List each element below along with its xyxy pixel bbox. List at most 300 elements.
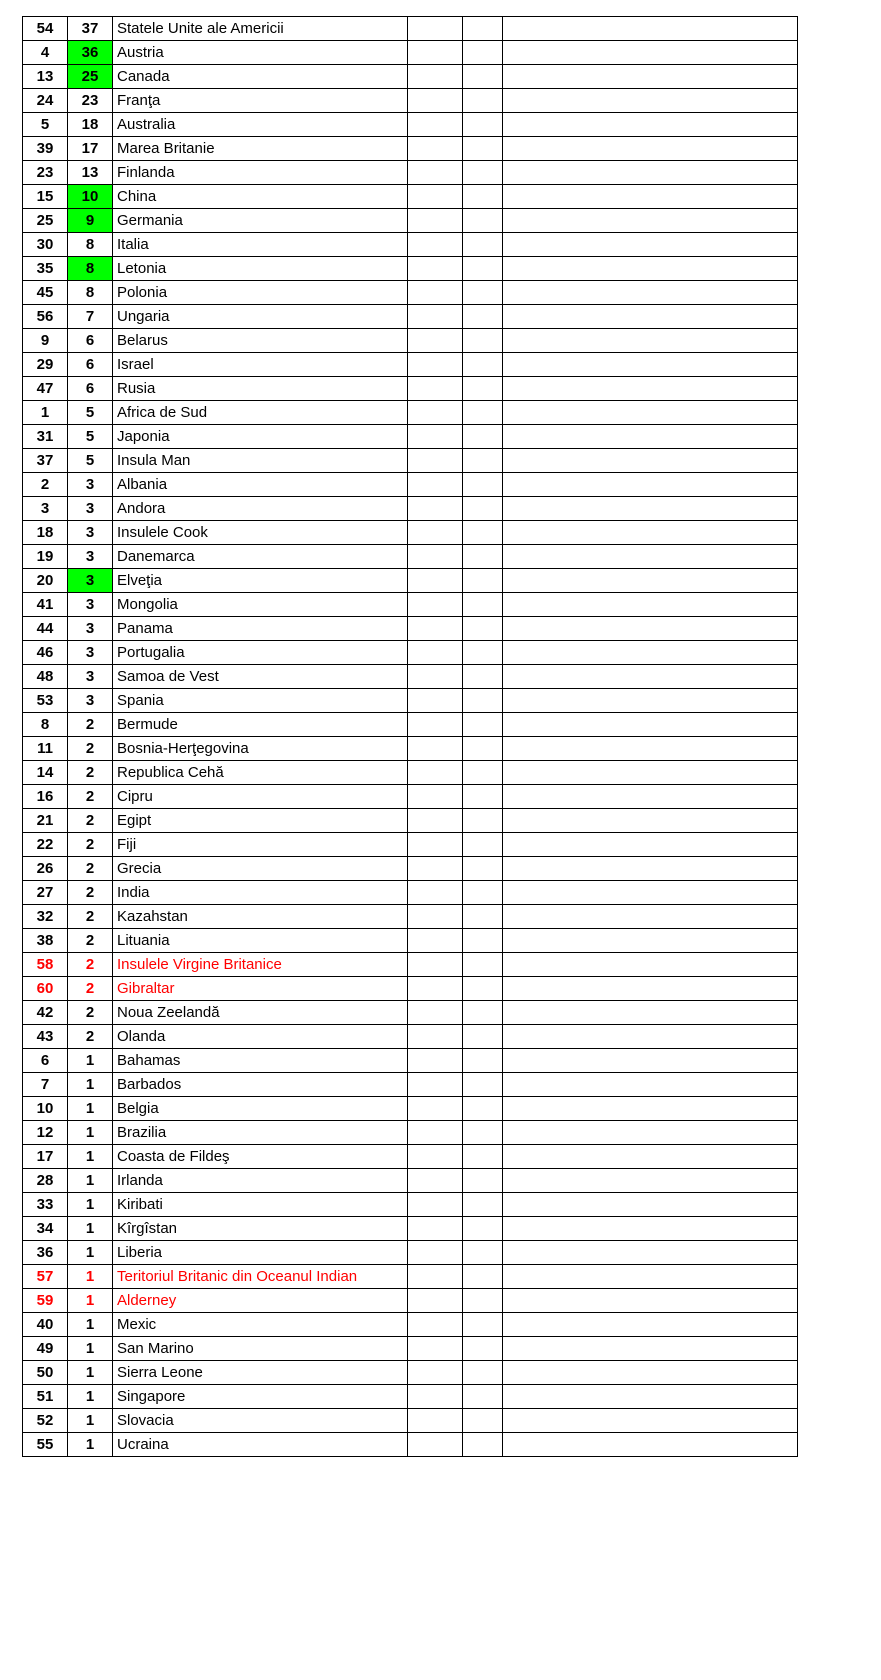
cell-count[interactable]: 6 bbox=[68, 329, 113, 353]
cell-rank[interactable]: 58 bbox=[23, 953, 68, 977]
cell-col4[interactable] bbox=[408, 737, 463, 761]
cell-col5[interactable] bbox=[463, 593, 503, 617]
table-row[interactable] bbox=[23, 1025, 798, 1049]
cell-col4[interactable] bbox=[408, 1409, 463, 1433]
cell-col4[interactable] bbox=[408, 1385, 463, 1409]
cell-col5[interactable] bbox=[463, 305, 503, 329]
table-row[interactable] bbox=[23, 977, 798, 1001]
cell-country-name[interactable]: Kîrgîstan bbox=[113, 1217, 408, 1241]
cell-count[interactable]: 8 bbox=[68, 281, 113, 305]
cell-col4[interactable] bbox=[408, 593, 463, 617]
cell-country-name[interactable]: Israel bbox=[113, 353, 408, 377]
cell-col4[interactable] bbox=[408, 41, 463, 65]
table-row[interactable] bbox=[23, 521, 798, 545]
cell-rank[interactable]: 24 bbox=[23, 89, 68, 113]
cell-rank[interactable]: 17 bbox=[23, 1145, 68, 1169]
cell-col4[interactable] bbox=[408, 977, 463, 1001]
cell-col4[interactable] bbox=[408, 1025, 463, 1049]
cell-col5[interactable] bbox=[463, 89, 503, 113]
cell-col6[interactable] bbox=[503, 593, 798, 617]
cell-country-name[interactable]: Ucraina bbox=[113, 1433, 408, 1457]
table-row[interactable] bbox=[23, 929, 798, 953]
cell-col6[interactable] bbox=[503, 401, 798, 425]
cell-col5[interactable] bbox=[463, 185, 503, 209]
cell-country-name[interactable]: Cipru bbox=[113, 785, 408, 809]
cell-country-name[interactable]: Portugalia bbox=[113, 641, 408, 665]
cell-col5[interactable] bbox=[463, 737, 503, 761]
table-row[interactable] bbox=[23, 353, 798, 377]
cell-country-name[interactable]: Mongolia bbox=[113, 593, 408, 617]
cell-rank[interactable]: 44 bbox=[23, 617, 68, 641]
cell-col6[interactable] bbox=[503, 1001, 798, 1025]
cell-col4[interactable] bbox=[408, 569, 463, 593]
cell-rank[interactable]: 8 bbox=[23, 713, 68, 737]
cell-col6[interactable] bbox=[503, 521, 798, 545]
cell-country-name[interactable]: Belgia bbox=[113, 1097, 408, 1121]
cell-col4[interactable] bbox=[408, 449, 463, 473]
cell-col4[interactable] bbox=[408, 65, 463, 89]
cell-rank[interactable]: 33 bbox=[23, 1193, 68, 1217]
cell-rank[interactable]: 10 bbox=[23, 1097, 68, 1121]
cell-col5[interactable] bbox=[463, 1097, 503, 1121]
table-row[interactable] bbox=[23, 1193, 798, 1217]
cell-country-name[interactable]: Bosnia-Herţegovina bbox=[113, 737, 408, 761]
cell-col6[interactable] bbox=[503, 737, 798, 761]
cell-rank[interactable]: 9 bbox=[23, 329, 68, 353]
cell-col4[interactable] bbox=[408, 113, 463, 137]
cell-rank[interactable]: 12 bbox=[23, 1121, 68, 1145]
cell-rank[interactable]: 35 bbox=[23, 257, 68, 281]
table-row[interactable] bbox=[23, 377, 798, 401]
table-row[interactable] bbox=[23, 1265, 798, 1289]
cell-col5[interactable] bbox=[463, 1337, 503, 1361]
cell-col6[interactable] bbox=[503, 1385, 798, 1409]
cell-country-name[interactable]: Samoa de Vest bbox=[113, 665, 408, 689]
cell-col4[interactable] bbox=[408, 1241, 463, 1265]
cell-col4[interactable] bbox=[408, 353, 463, 377]
cell-col5[interactable] bbox=[463, 665, 503, 689]
cell-count[interactable]: 37 bbox=[68, 17, 113, 41]
table-row[interactable] bbox=[23, 1001, 798, 1025]
cell-count[interactable]: 3 bbox=[68, 545, 113, 569]
cell-count[interactable]: 10 bbox=[68, 185, 113, 209]
table-row[interactable] bbox=[23, 41, 798, 65]
cell-col4[interactable] bbox=[408, 809, 463, 833]
cell-country-name[interactable]: Coasta de Fildeş bbox=[113, 1145, 408, 1169]
cell-rank[interactable]: 42 bbox=[23, 1001, 68, 1025]
cell-count[interactable]: 2 bbox=[68, 809, 113, 833]
cell-col6[interactable] bbox=[503, 161, 798, 185]
cell-col5[interactable] bbox=[463, 1169, 503, 1193]
table-row[interactable] bbox=[23, 1361, 798, 1385]
cell-col6[interactable] bbox=[503, 137, 798, 161]
table-row[interactable] bbox=[23, 881, 798, 905]
cell-col5[interactable] bbox=[463, 1409, 503, 1433]
cell-col5[interactable] bbox=[463, 1073, 503, 1097]
cell-rank[interactable]: 60 bbox=[23, 977, 68, 1001]
cell-col6[interactable] bbox=[503, 1097, 798, 1121]
cell-col5[interactable] bbox=[463, 1025, 503, 1049]
cell-col4[interactable] bbox=[408, 1313, 463, 1337]
cell-country-name[interactable]: Insulele Virgine Britanice bbox=[113, 953, 408, 977]
cell-col4[interactable] bbox=[408, 929, 463, 953]
cell-col5[interactable] bbox=[463, 1049, 503, 1073]
cell-col6[interactable] bbox=[503, 1025, 798, 1049]
cell-col4[interactable] bbox=[408, 1121, 463, 1145]
cell-col6[interactable] bbox=[503, 713, 798, 737]
cell-col6[interactable] bbox=[503, 1265, 798, 1289]
cell-col5[interactable] bbox=[463, 1433, 503, 1457]
cell-col4[interactable] bbox=[408, 521, 463, 545]
table-row[interactable] bbox=[23, 425, 798, 449]
cell-col4[interactable] bbox=[408, 305, 463, 329]
cell-col6[interactable] bbox=[503, 833, 798, 857]
table-row[interactable] bbox=[23, 713, 798, 737]
table-row[interactable] bbox=[23, 1217, 798, 1241]
cell-col5[interactable] bbox=[463, 41, 503, 65]
cell-country-name[interactable]: Africa de Sud bbox=[113, 401, 408, 425]
cell-col5[interactable] bbox=[463, 785, 503, 809]
cell-col5[interactable] bbox=[463, 113, 503, 137]
cell-col5[interactable] bbox=[463, 905, 503, 929]
cell-country-name[interactable]: Panama bbox=[113, 617, 408, 641]
table-row[interactable] bbox=[23, 137, 798, 161]
cell-col5[interactable] bbox=[463, 881, 503, 905]
cell-rank[interactable]: 19 bbox=[23, 545, 68, 569]
cell-col6[interactable] bbox=[503, 209, 798, 233]
cell-col6[interactable] bbox=[503, 785, 798, 809]
cell-country-name[interactable]: Fiji bbox=[113, 833, 408, 857]
cell-col6[interactable] bbox=[503, 977, 798, 1001]
cell-col6[interactable] bbox=[503, 905, 798, 929]
cell-rank[interactable]: 49 bbox=[23, 1337, 68, 1361]
cell-col5[interactable] bbox=[463, 161, 503, 185]
table-row[interactable] bbox=[23, 545, 798, 569]
cell-rank[interactable]: 22 bbox=[23, 833, 68, 857]
cell-rank[interactable]: 55 bbox=[23, 1433, 68, 1457]
cell-col5[interactable] bbox=[463, 1313, 503, 1337]
table-row[interactable] bbox=[23, 1121, 798, 1145]
cell-col5[interactable] bbox=[463, 521, 503, 545]
cell-country-name[interactable]: Grecia bbox=[113, 857, 408, 881]
cell-count[interactable]: 8 bbox=[68, 257, 113, 281]
cell-col4[interactable] bbox=[408, 209, 463, 233]
cell-country-name[interactable]: Kiribati bbox=[113, 1193, 408, 1217]
cell-col6[interactable] bbox=[503, 881, 798, 905]
cell-col6[interactable] bbox=[503, 857, 798, 881]
cell-col4[interactable] bbox=[408, 497, 463, 521]
cell-country-name[interactable]: Rusia bbox=[113, 377, 408, 401]
cell-col5[interactable] bbox=[463, 1265, 503, 1289]
cell-col4[interactable] bbox=[408, 329, 463, 353]
cell-count[interactable]: 2 bbox=[68, 881, 113, 905]
table-row[interactable] bbox=[23, 185, 798, 209]
table-row[interactable] bbox=[23, 281, 798, 305]
cell-count[interactable]: 1 bbox=[68, 1313, 113, 1337]
table-row[interactable] bbox=[23, 401, 798, 425]
cell-country-name[interactable]: Singapore bbox=[113, 1385, 408, 1409]
table-row[interactable] bbox=[23, 833, 798, 857]
cell-col5[interactable] bbox=[463, 1193, 503, 1217]
cell-col6[interactable] bbox=[503, 1313, 798, 1337]
cell-count[interactable]: 3 bbox=[68, 617, 113, 641]
cell-country-name[interactable]: Sierra Leone bbox=[113, 1361, 408, 1385]
cell-col6[interactable] bbox=[503, 113, 798, 137]
cell-count[interactable]: 1 bbox=[68, 1265, 113, 1289]
cell-col5[interactable] bbox=[463, 713, 503, 737]
table-row[interactable] bbox=[23, 809, 798, 833]
cell-col4[interactable] bbox=[408, 137, 463, 161]
cell-rank[interactable]: 36 bbox=[23, 1241, 68, 1265]
cell-col4[interactable] bbox=[408, 689, 463, 713]
cell-count[interactable]: 9 bbox=[68, 209, 113, 233]
cell-col4[interactable] bbox=[408, 377, 463, 401]
cell-count[interactable]: 1 bbox=[68, 1241, 113, 1265]
table-row[interactable] bbox=[23, 785, 798, 809]
cell-rank[interactable]: 50 bbox=[23, 1361, 68, 1385]
cell-col4[interactable] bbox=[408, 1145, 463, 1169]
cell-rank[interactable]: 40 bbox=[23, 1313, 68, 1337]
cell-country-name[interactable]: Polonia bbox=[113, 281, 408, 305]
table-row[interactable] bbox=[23, 569, 798, 593]
cell-rank[interactable]: 29 bbox=[23, 353, 68, 377]
cell-col4[interactable] bbox=[408, 761, 463, 785]
cell-col6[interactable] bbox=[503, 185, 798, 209]
cell-rank[interactable]: 54 bbox=[23, 17, 68, 41]
cell-col5[interactable] bbox=[463, 137, 503, 161]
cell-col5[interactable] bbox=[463, 65, 503, 89]
cell-col6[interactable] bbox=[503, 665, 798, 689]
cell-country-name[interactable]: Statele Unite ale Americii bbox=[113, 17, 408, 41]
table-row[interactable] bbox=[23, 857, 798, 881]
cell-col6[interactable] bbox=[503, 1433, 798, 1457]
cell-count[interactable]: 3 bbox=[68, 593, 113, 617]
table-row[interactable] bbox=[23, 113, 798, 137]
cell-col6[interactable] bbox=[503, 1361, 798, 1385]
cell-count[interactable]: 6 bbox=[68, 353, 113, 377]
cell-col4[interactable] bbox=[408, 161, 463, 185]
cell-count[interactable]: 17 bbox=[68, 137, 113, 161]
cell-col4[interactable] bbox=[408, 641, 463, 665]
cell-country-name[interactable]: Republica Cehă bbox=[113, 761, 408, 785]
cell-col4[interactable] bbox=[408, 545, 463, 569]
cell-country-name[interactable]: Liberia bbox=[113, 1241, 408, 1265]
table-row[interactable] bbox=[23, 449, 798, 473]
cell-col4[interactable] bbox=[408, 89, 463, 113]
cell-col5[interactable] bbox=[463, 449, 503, 473]
cell-count[interactable]: 1 bbox=[68, 1361, 113, 1385]
table-row[interactable] bbox=[23, 1385, 798, 1409]
cell-country-name[interactable]: Teritoriul Britanic din Oceanul Indian bbox=[113, 1265, 408, 1289]
cell-col4[interactable] bbox=[408, 1193, 463, 1217]
cell-count[interactable]: 25 bbox=[68, 65, 113, 89]
cell-rank[interactable]: 25 bbox=[23, 209, 68, 233]
cell-country-name[interactable]: Barbados bbox=[113, 1073, 408, 1097]
table-row[interactable] bbox=[23, 17, 798, 41]
cell-country-name[interactable]: Elveţia bbox=[113, 569, 408, 593]
cell-col6[interactable] bbox=[503, 1049, 798, 1073]
cell-col5[interactable] bbox=[463, 833, 503, 857]
cell-count[interactable]: 8 bbox=[68, 233, 113, 257]
cell-country-name[interactable]: Ungaria bbox=[113, 305, 408, 329]
cell-count[interactable]: 3 bbox=[68, 665, 113, 689]
cell-count[interactable]: 5 bbox=[68, 425, 113, 449]
cell-rank[interactable]: 3 bbox=[23, 497, 68, 521]
cell-country-name[interactable]: Mexic bbox=[113, 1313, 408, 1337]
cell-country-name[interactable]: Italia bbox=[113, 233, 408, 257]
cell-count[interactable]: 3 bbox=[68, 473, 113, 497]
cell-country-name[interactable]: China bbox=[113, 185, 408, 209]
cell-col6[interactable] bbox=[503, 953, 798, 977]
table-row[interactable] bbox=[23, 1241, 798, 1265]
cell-count[interactable]: 7 bbox=[68, 305, 113, 329]
cell-rank[interactable]: 38 bbox=[23, 929, 68, 953]
cell-col4[interactable] bbox=[408, 1169, 463, 1193]
cell-rank[interactable]: 21 bbox=[23, 809, 68, 833]
cell-col5[interactable] bbox=[463, 1217, 503, 1241]
cell-count[interactable]: 2 bbox=[68, 977, 113, 1001]
cell-country-name[interactable]: Canada bbox=[113, 65, 408, 89]
cell-col4[interactable] bbox=[408, 233, 463, 257]
cell-rank[interactable]: 18 bbox=[23, 521, 68, 545]
cell-col5[interactable] bbox=[463, 689, 503, 713]
cell-col5[interactable] bbox=[463, 1121, 503, 1145]
cell-col4[interactable] bbox=[408, 1049, 463, 1073]
table-row[interactable] bbox=[23, 1409, 798, 1433]
cell-rank[interactable]: 23 bbox=[23, 161, 68, 185]
cell-count[interactable]: 1 bbox=[68, 1409, 113, 1433]
cell-count[interactable]: 1 bbox=[68, 1217, 113, 1241]
cell-count[interactable]: 6 bbox=[68, 377, 113, 401]
cell-count[interactable]: 2 bbox=[68, 953, 113, 977]
cell-col6[interactable] bbox=[503, 1169, 798, 1193]
cell-col5[interactable] bbox=[463, 545, 503, 569]
cell-country-name[interactable]: Noua Zeelandă bbox=[113, 1001, 408, 1025]
cell-count[interactable]: 2 bbox=[68, 905, 113, 929]
cell-rank[interactable]: 39 bbox=[23, 137, 68, 161]
cell-rank[interactable]: 2 bbox=[23, 473, 68, 497]
table-row[interactable] bbox=[23, 1073, 798, 1097]
cell-country-name[interactable]: Albania bbox=[113, 473, 408, 497]
cell-country-name[interactable]: Olanda bbox=[113, 1025, 408, 1049]
cell-count[interactable]: 36 bbox=[68, 41, 113, 65]
cell-col4[interactable] bbox=[408, 1361, 463, 1385]
table-row[interactable] bbox=[23, 1289, 798, 1313]
cell-col6[interactable] bbox=[503, 1145, 798, 1169]
table-row[interactable] bbox=[23, 689, 798, 713]
cell-col6[interactable] bbox=[503, 929, 798, 953]
cell-count[interactable]: 2 bbox=[68, 857, 113, 881]
cell-rank[interactable]: 11 bbox=[23, 737, 68, 761]
cell-col6[interactable] bbox=[503, 257, 798, 281]
cell-col4[interactable] bbox=[408, 857, 463, 881]
table-row[interactable] bbox=[23, 305, 798, 329]
cell-col6[interactable] bbox=[503, 1241, 798, 1265]
cell-col4[interactable] bbox=[408, 1001, 463, 1025]
cell-rank[interactable]: 43 bbox=[23, 1025, 68, 1049]
cell-country-name[interactable]: Bermude bbox=[113, 713, 408, 737]
cell-col6[interactable] bbox=[503, 281, 798, 305]
cell-col5[interactable] bbox=[463, 353, 503, 377]
cell-col6[interactable] bbox=[503, 569, 798, 593]
cell-col5[interactable] bbox=[463, 761, 503, 785]
cell-col6[interactable] bbox=[503, 425, 798, 449]
cell-col5[interactable] bbox=[463, 953, 503, 977]
cell-col4[interactable] bbox=[408, 1265, 463, 1289]
cell-country-name[interactable]: Franţa bbox=[113, 89, 408, 113]
cell-col5[interactable] bbox=[463, 1385, 503, 1409]
cell-col6[interactable] bbox=[503, 41, 798, 65]
cell-rank[interactable]: 7 bbox=[23, 1073, 68, 1097]
cell-count[interactable]: 1 bbox=[68, 1193, 113, 1217]
cell-count[interactable]: 2 bbox=[68, 785, 113, 809]
cell-col4[interactable] bbox=[408, 1097, 463, 1121]
cell-col5[interactable] bbox=[463, 17, 503, 41]
cell-count[interactable]: 2 bbox=[68, 737, 113, 761]
cell-country-name[interactable]: Austria bbox=[113, 41, 408, 65]
table-row[interactable] bbox=[23, 953, 798, 977]
cell-col5[interactable] bbox=[463, 257, 503, 281]
cell-country-name[interactable]: Insula Man bbox=[113, 449, 408, 473]
cell-rank[interactable]: 51 bbox=[23, 1385, 68, 1409]
cell-col6[interactable] bbox=[503, 1217, 798, 1241]
cell-col6[interactable] bbox=[503, 761, 798, 785]
cell-col5[interactable] bbox=[463, 473, 503, 497]
cell-country-name[interactable]: Japonia bbox=[113, 425, 408, 449]
table-row[interactable] bbox=[23, 1337, 798, 1361]
cell-count[interactable]: 1 bbox=[68, 1097, 113, 1121]
cell-col5[interactable] bbox=[463, 1145, 503, 1169]
cell-count[interactable]: 3 bbox=[68, 689, 113, 713]
table-row[interactable] bbox=[23, 1169, 798, 1193]
cell-count[interactable]: 1 bbox=[68, 1433, 113, 1457]
cell-rank[interactable]: 31 bbox=[23, 425, 68, 449]
cell-col6[interactable] bbox=[503, 497, 798, 521]
cell-col6[interactable] bbox=[503, 1289, 798, 1313]
cell-rank[interactable]: 34 bbox=[23, 1217, 68, 1241]
cell-col5[interactable] bbox=[463, 857, 503, 881]
cell-country-name[interactable]: Alderney bbox=[113, 1289, 408, 1313]
cell-rank[interactable]: 52 bbox=[23, 1409, 68, 1433]
cell-rank[interactable]: 46 bbox=[23, 641, 68, 665]
cell-count[interactable]: 23 bbox=[68, 89, 113, 113]
cell-col4[interactable] bbox=[408, 1217, 463, 1241]
cell-rank[interactable]: 6 bbox=[23, 1049, 68, 1073]
cell-count[interactable]: 3 bbox=[68, 497, 113, 521]
cell-col4[interactable] bbox=[408, 1289, 463, 1313]
cell-rank[interactable]: 41 bbox=[23, 593, 68, 617]
table-row[interactable] bbox=[23, 593, 798, 617]
table-row[interactable] bbox=[23, 617, 798, 641]
cell-col4[interactable] bbox=[408, 281, 463, 305]
cell-rank[interactable]: 32 bbox=[23, 905, 68, 929]
cell-col5[interactable] bbox=[463, 281, 503, 305]
cell-country-name[interactable]: Slovacia bbox=[113, 1409, 408, 1433]
cell-col5[interactable] bbox=[463, 1289, 503, 1313]
cell-col5[interactable] bbox=[463, 929, 503, 953]
cell-count[interactable]: 2 bbox=[68, 929, 113, 953]
cell-col6[interactable] bbox=[503, 1121, 798, 1145]
cell-col4[interactable] bbox=[408, 1337, 463, 1361]
cell-col4[interactable] bbox=[408, 257, 463, 281]
cell-col6[interactable] bbox=[503, 641, 798, 665]
cell-count[interactable]: 2 bbox=[68, 833, 113, 857]
cell-col4[interactable] bbox=[408, 425, 463, 449]
cell-rank[interactable]: 47 bbox=[23, 377, 68, 401]
cell-count[interactable]: 5 bbox=[68, 401, 113, 425]
cell-col4[interactable] bbox=[408, 833, 463, 857]
cell-country-name[interactable]: Germania bbox=[113, 209, 408, 233]
